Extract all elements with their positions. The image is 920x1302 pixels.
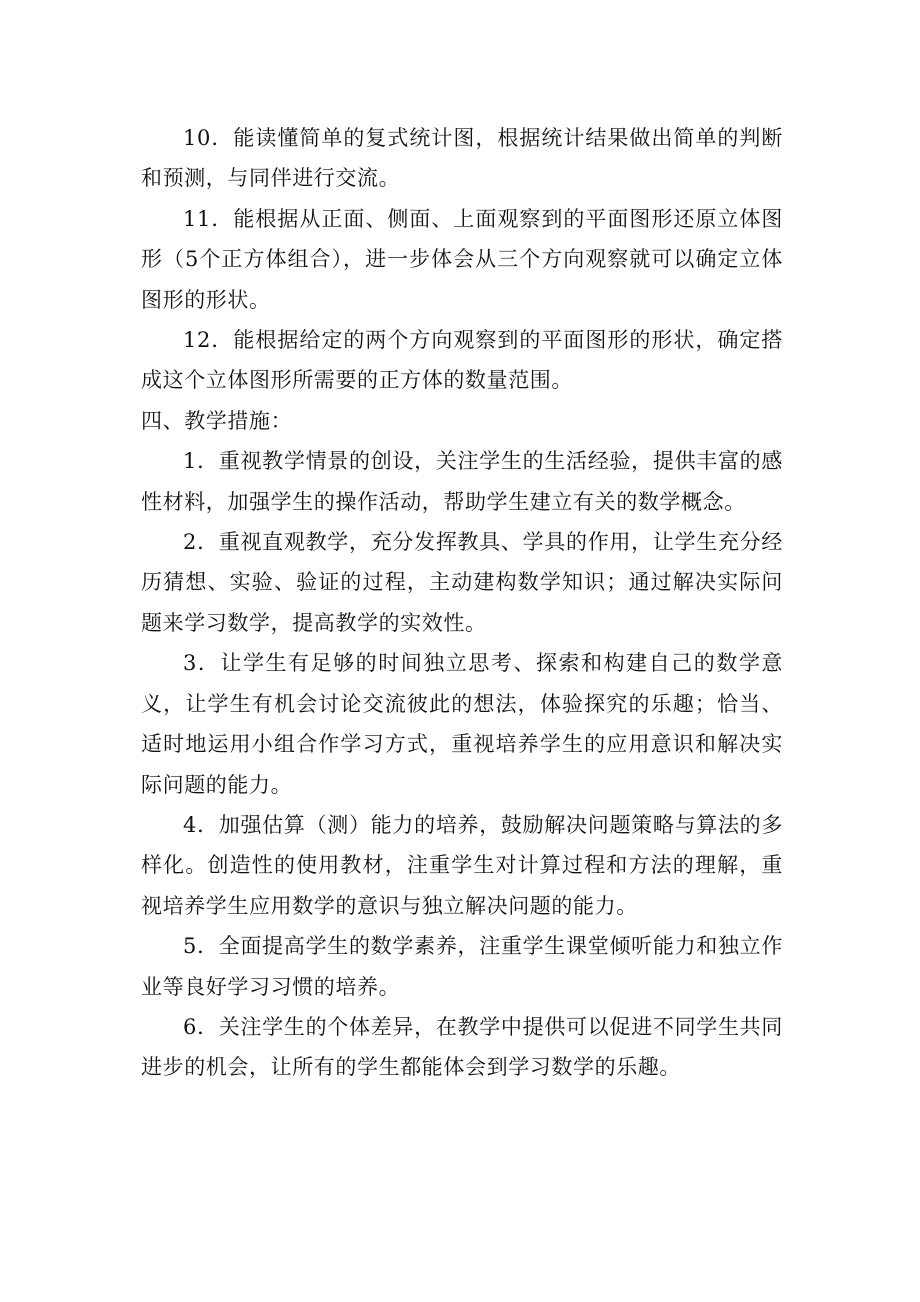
measure-item-1: 1．重视教学情景的创设，关注学生的生活经验，提供丰富的感性材料，加强学生的操作活动，帮助学生建立有关的数学概念。 — [141, 449, 783, 514]
measure-item-6: 6．关注学生的个体差异，在教学中提供可以促进不同学生共同进步的机会，让所有的学生都能体会到学习数学的乐趣。 — [141, 1014, 783, 1080]
measure-item-4: 4．加强估算（测）能力的培养，鼓励解决问题策略与算法的多样化。创造性的使用教材，注重学生对计算过程和方法的理解，重视培养学生应用数学的意识与独立解决问题的能力。 — [141, 812, 783, 918]
measure-item-2: 2．重视直观教学，充分发挥教具、学具的作用，让学生充分经历猜想、实验、验证的过程，主动建构数学知识；通过解决实际问题来学习数学，提高教学的实效性。 — [141, 530, 783, 635]
document-page — [141, 118, 783, 1088]
measure-item-5: 5．全面提高学生的数学素养，注重学生课堂倾听能力和独立作业等良好学习习惯的培养。 — [141, 934, 783, 999]
objective-item-12: 12．能根据给定的两个方向观察到的平面图形的形状，确定搭成这个立体图形所需要的正方体的数量范围。 — [141, 328, 783, 393]
objective-item-11: 11．能根据从正面、侧面、上面观察到的平面图形还原立体图形（5个正方体组合），进一步体会从三个方向观察就可以确定立体图形的形状。 — [141, 206, 783, 312]
measure-item-3: 3．让学生有足够的时间独立思考、探索和构建自己的数学意义，让学生有机会讨论交流彼此的想法，体验探究的乐趣；恰当、适时地运用小组合作学习方式，重视培养学生的应用意识和解决实际问题的能力。 — [141, 651, 783, 797]
section-heading: 四、教学措施： — [141, 408, 293, 433]
objective-item-10: 10．能读懂简单的复式统计图，根据统计结果做出简单的判断和预测，与同伴进行交流。 — [141, 126, 783, 191]
